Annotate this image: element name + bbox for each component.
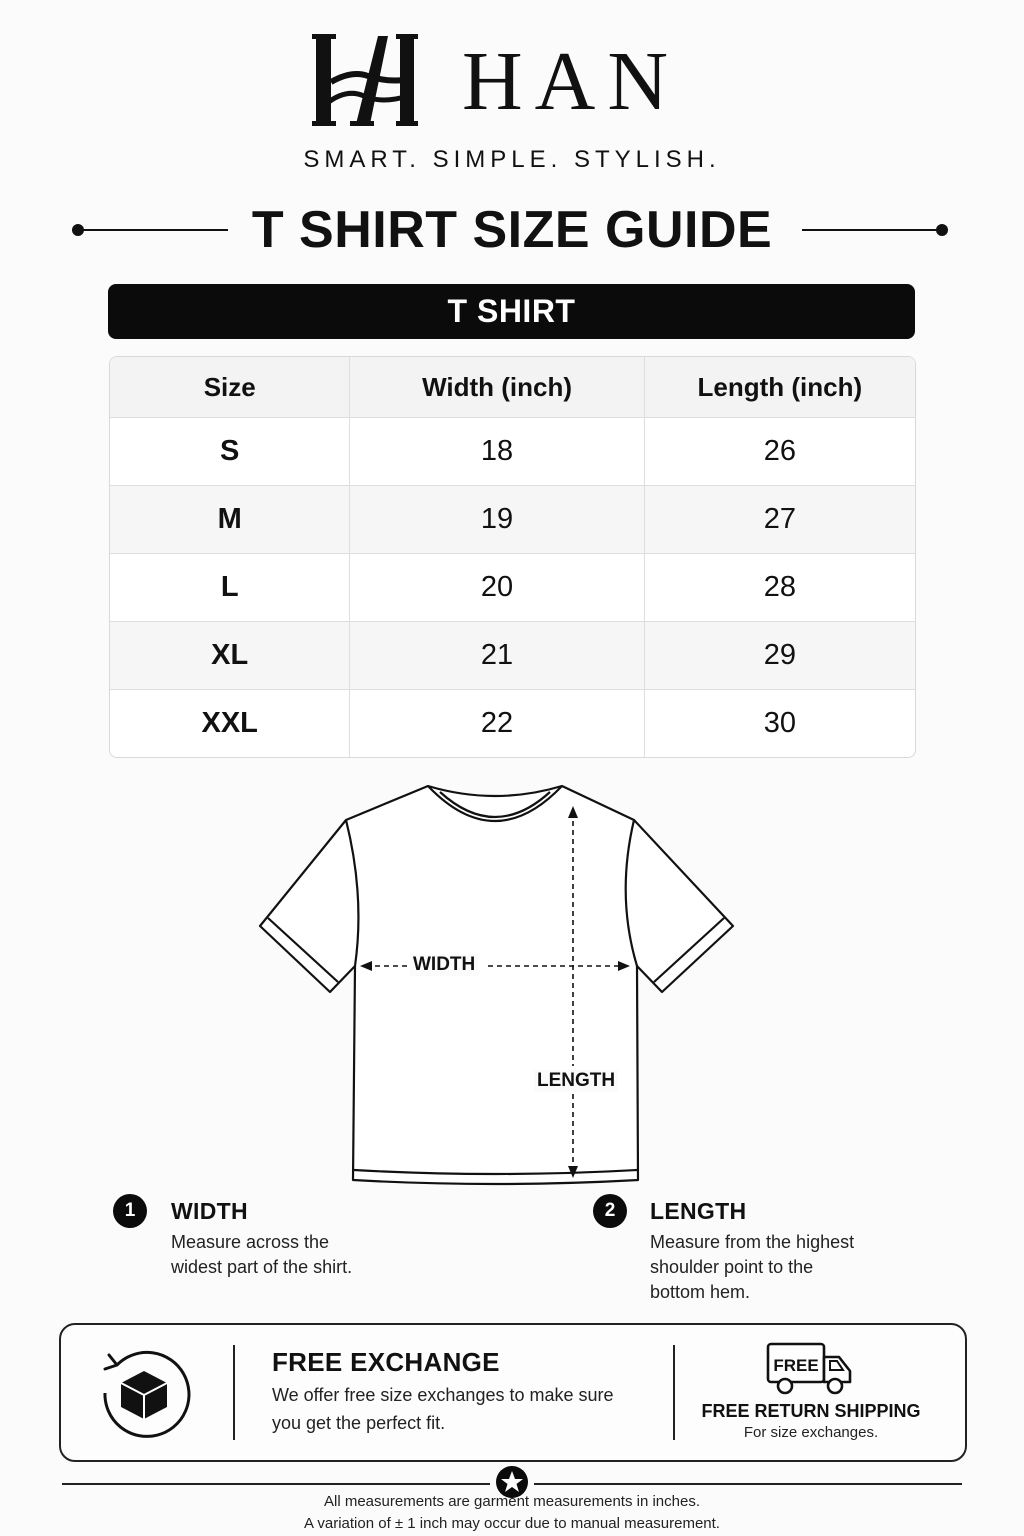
size-cell: L bbox=[110, 554, 350, 621]
header-width: Width (inch) bbox=[350, 357, 644, 417]
divider bbox=[673, 1345, 675, 1440]
length-cell: 28 bbox=[763, 571, 796, 603]
brand-logo-mark bbox=[312, 30, 422, 130]
step-1-badge: 1 bbox=[113, 1194, 147, 1228]
length-cell: 27 bbox=[763, 503, 796, 535]
note-length-title: LENGTH bbox=[650, 1198, 747, 1224]
delivery-truck-icon bbox=[765, 1341, 855, 1397]
note-width-title: WIDTH bbox=[171, 1198, 248, 1224]
title-right-dot bbox=[936, 224, 948, 236]
size-cell: S bbox=[110, 418, 350, 485]
length-cell: 29 bbox=[763, 639, 796, 671]
title-right-rule bbox=[802, 229, 942, 231]
size-cell: M bbox=[110, 486, 350, 553]
step-2-badge: 2 bbox=[593, 1194, 627, 1228]
brand-name: HAN bbox=[462, 35, 680, 128]
note-length-line: Measure from the highest bbox=[650, 1232, 855, 1252]
tshirt-diagram bbox=[250, 776, 750, 1206]
width-cell: 22 bbox=[350, 690, 644, 757]
box-exchange-icon bbox=[95, 1343, 193, 1441]
brand-logo-letters: HA bbox=[312, 30, 314, 31]
table-header-row bbox=[110, 357, 915, 417]
note-width-line: widest part of the shirt. bbox=[171, 1257, 353, 1277]
note-width-line: Measure across the bbox=[171, 1232, 330, 1252]
size-table bbox=[109, 356, 916, 758]
note-length-line: bottom hem. bbox=[650, 1282, 751, 1302]
header-length: Length (inch) bbox=[697, 371, 863, 402]
size-cell: XXL bbox=[110, 690, 350, 757]
exchange-text bbox=[272, 1381, 652, 1437]
brand-tagline: SMART. SIMPLE. STYLISH. bbox=[303, 146, 721, 173]
footer-note: All measurements are garment measurements in inches. bbox=[324, 1493, 700, 1510]
note-length-line: shoulder point to the bbox=[650, 1257, 814, 1277]
width-cell: 19 bbox=[350, 486, 644, 553]
section-band: T SHIRT bbox=[108, 284, 915, 339]
table-row bbox=[110, 417, 915, 485]
exchange-title: FREE EXCHANGE bbox=[272, 1347, 500, 1377]
footer-right-rule bbox=[534, 1483, 962, 1485]
diagram-length-label: LENGTH bbox=[534, 1070, 618, 1092]
table-row bbox=[110, 689, 915, 757]
width-cell: 20 bbox=[350, 554, 644, 621]
size-cell: XL bbox=[110, 622, 350, 689]
table-row bbox=[110, 485, 915, 553]
width-cell: 18 bbox=[350, 418, 644, 485]
width-cell: 21 bbox=[350, 622, 644, 689]
truck-free-text: FREE bbox=[773, 1356, 819, 1375]
title-row bbox=[72, 198, 952, 262]
table-row bbox=[110, 621, 915, 689]
policy-box bbox=[59, 1323, 967, 1462]
exchange-line: you get the perfect fit. bbox=[272, 1413, 446, 1433]
table-row bbox=[110, 553, 915, 621]
divider bbox=[233, 1345, 235, 1440]
shipping-subtitle: For size exchanges. bbox=[743, 1424, 879, 1441]
exchange-line: We offer free size exchanges to make sure bbox=[272, 1385, 614, 1405]
footer-note: A variation of ± 1 inch may occur due to manual measurement. bbox=[304, 1515, 720, 1532]
diagram-width-label: WIDTH bbox=[410, 954, 478, 976]
header-size: Size bbox=[110, 357, 350, 417]
length-cell: 26 bbox=[763, 435, 796, 467]
footer-left-rule bbox=[62, 1483, 490, 1485]
length-cell: 30 bbox=[763, 707, 796, 739]
shipping-title: FREE RETURN SHIPPING bbox=[701, 1401, 921, 1421]
page-title: T SHIRT SIZE GUIDE bbox=[251, 201, 773, 259]
tshirt-outline-icon bbox=[250, 776, 750, 1206]
